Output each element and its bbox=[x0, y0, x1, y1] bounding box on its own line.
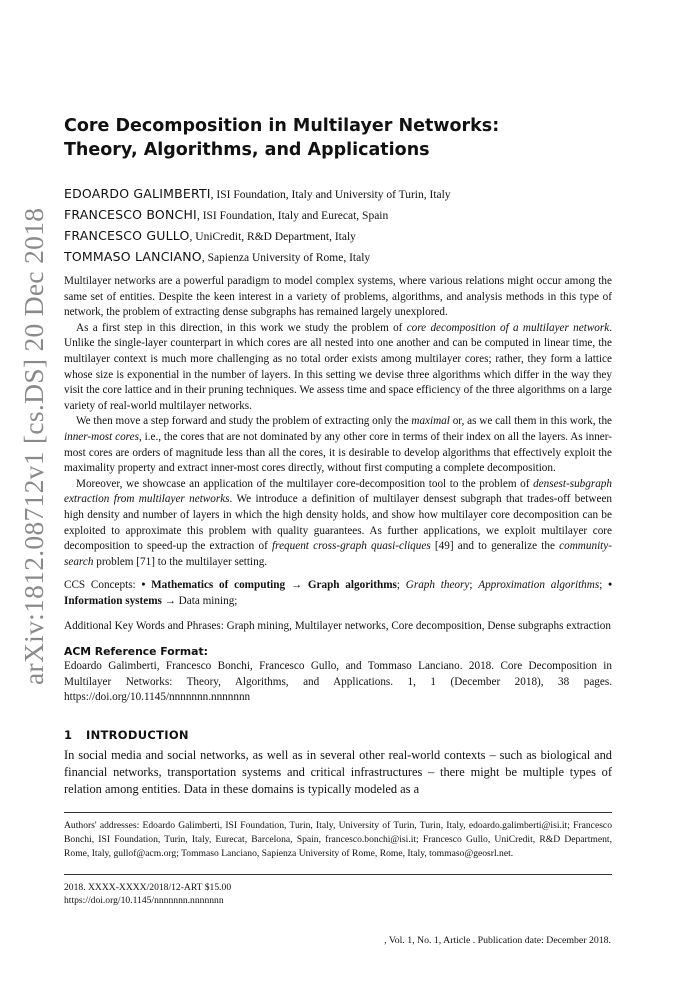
publication-info bbox=[64, 881, 612, 907]
section-number: 1 bbox=[64, 727, 73, 742]
emphasis-text: core decomposition of a multilayer network bbox=[406, 321, 610, 334]
ccs-concept: • Mathematics of computing → Graph algorithms bbox=[141, 579, 397, 592]
author-affiliation: , ISI Foundation, Italy and Eurecat, Spain bbox=[196, 210, 389, 222]
author-affiliation: , UniCredit, R&D Department, Italy bbox=[189, 231, 356, 243]
doi-line: https://doi.org/10.1145/nnnnnnn.nnnnnnn bbox=[64, 895, 224, 907]
emphasis-text: community-search bbox=[64, 540, 612, 568]
emphasis-text: maximal bbox=[411, 415, 450, 428]
intro-paragraph: In social media and social networks, as well as in several other real-world contexts – such as biological and financial networks, transportation systems and critical infrastructures – there might be multiple types of relation among entities. Data in these domains is typically modeled as a bbox=[64, 747, 612, 797]
author-name: FRANCESCO BONCHI bbox=[64, 207, 197, 222]
author-affiliation: , ISI Foundation, Italy and University of Turin, Italy bbox=[210, 189, 451, 201]
publication-divider bbox=[64, 874, 612, 875]
abstract-paragraph-2 bbox=[64, 321, 612, 415]
ccs-concept: Graph theory bbox=[405, 579, 470, 592]
text-run: ; bbox=[469, 579, 479, 592]
abstract-paragraph-1: Multilayer networks are a powerful paradigm to model complex systems, where various relations might occur among the same set of entities. Despite the keen interest in a variety of problems, algorithms, and analysis methods in this type of network, the problem of extracting dense subgraphs has remained largely unexplored. bbox=[64, 275, 612, 319]
emphasis-text: frequent cross-graph quasi-cliques bbox=[272, 540, 431, 553]
arxiv-stamp: arXiv:1812.08712v1 [cs.DS] 20 Dec 2018 bbox=[18, 207, 49, 685]
author-name: TOMMASO LANCIANO bbox=[64, 249, 202, 264]
author-entry bbox=[64, 247, 612, 268]
abstract bbox=[64, 274, 612, 570]
text-run: . We introduce a definition of multilayer densest subgraph that trades-off between high density and number of layers in which the high density holds, and show how multilayer core decomposition can be exploited to approximate this problem with quality guarantees. As further applications, we exploit multilayer core decomposition to speed-up the extraction of bbox=[64, 493, 612, 553]
ccs-concept: Approximation algorithms bbox=[478, 579, 600, 592]
text-run: Moreover, we showcase an application of the multilayer core-decomposition tool to the problem of bbox=[76, 477, 534, 490]
author-entry bbox=[64, 205, 612, 226]
emphasis-text: densest-subgraph extraction from multilayer networks bbox=[64, 477, 612, 506]
acm-reference-text: Edoardo Galimberti, Francesco Bonchi, Francesco Gullo, and Tommaso Lanciano. 2018. Core Decomposition in Multilayer Networks: Theory, Algorithms, and Applications. 1, 1 (December 2018), 38 pages. https://doi.org/10.1145/nnnnnnn.nnnnnnn bbox=[64, 660, 612, 704]
author-entry bbox=[64, 184, 612, 205]
keywords: Additional Key Words and Phrases: Graph mining, Multilayer networks, Core decomposition, Dense subgraphs extraction bbox=[64, 620, 611, 633]
publication-line: 2018. XXXX-XXXX/2018/12-ART $15.00 bbox=[64, 882, 232, 894]
ccs-label: CCS Concepts: bbox=[64, 579, 142, 592]
text-run: ; bbox=[396, 579, 406, 592]
text-run: , i.e., the cores that are not dominated by any other core in terms of their index on all the layers. As inner-most cores are orders of magnitude less than all the cores, it is desirable to develop algorithms that effectively exploit the maximality property and extract inner-most cores directly, without first computing a complete decomposition. bbox=[64, 430, 612, 475]
emphasis-text: inner-most cores bbox=[64, 430, 139, 443]
author-affiliation: , Sapienza University of Rome, Italy bbox=[201, 252, 371, 264]
ccs-concept: • Information systems bbox=[64, 579, 613, 607]
text-run: ; bbox=[599, 579, 609, 592]
ccs-concepts bbox=[64, 578, 612, 609]
ccs-concept: → Data mining; bbox=[161, 594, 238, 607]
author-entry bbox=[64, 226, 612, 247]
author-name: EDOARDO GALIMBERTI bbox=[64, 186, 211, 201]
text-run: problem [71] to the multilayer setting. bbox=[93, 555, 268, 568]
author-list bbox=[64, 184, 612, 268]
page-content bbox=[64, 114, 612, 907]
text-run: [49] and to generalize the bbox=[430, 540, 560, 553]
paper-title bbox=[64, 114, 612, 162]
acm-reference-heading: ACM Reference Format: bbox=[64, 645, 208, 659]
text-run: We then move a step forward and study the problem of extracting only the bbox=[76, 415, 412, 428]
text-run: or, as we call them in this work, the bbox=[449, 415, 613, 428]
text-run: . Unlike the single-layer counterpart in which cores are all nested into one another and can be computed in linear time, the multilayer context is much more challenging as no total order exists among multilayer cores; rather, they form a lattice whose size is exponential in the number of layers. In this setting we devise three algorithms which differ in the way they visit the core lattice and in their pruning techniques. We assess time and space efficiency of the three algorithms on a large variety of real-world multilayer networks. bbox=[64, 321, 612, 412]
author-name: FRANCESCO GULLO bbox=[64, 228, 190, 243]
footnote-divider bbox=[64, 812, 612, 813]
title-line-1: Core Decomposition in Multilayer Networks: bbox=[64, 116, 500, 136]
text-run: As a first step in this direction, in this work we study the problem of bbox=[76, 321, 407, 334]
section-heading bbox=[64, 727, 612, 743]
abstract-paragraph-4 bbox=[64, 477, 612, 571]
section-title: INTRODUCTION bbox=[86, 727, 189, 742]
abstract-paragraph-3 bbox=[64, 414, 612, 476]
running-footer: , Vol. 1, No. 1, Article . Publication date: December 2018. bbox=[384, 935, 611, 946]
authors-addresses-footnote: Authors' addresses: Edoardo Galimberti, ISI Foundation, Turin, Italy, University of Turin, Turin, Italy, edoardo.galimberti@isi.it; Francesco Bonchi, ISI Foundation, Turin, Italy, Eurecat, Barcelona, Spain, francesco.bonchi@isi.it; Francesco Gullo, UniCredit, R&D Department, Rome, Italy, gullof@acm.org; Tommaso Lanciano, Sapienza University of Rome, Rome, Italy, tommaso@geosrl.net. bbox=[64, 820, 612, 859]
title-line-2: Theory, Algorithms, and Applications bbox=[64, 140, 430, 160]
